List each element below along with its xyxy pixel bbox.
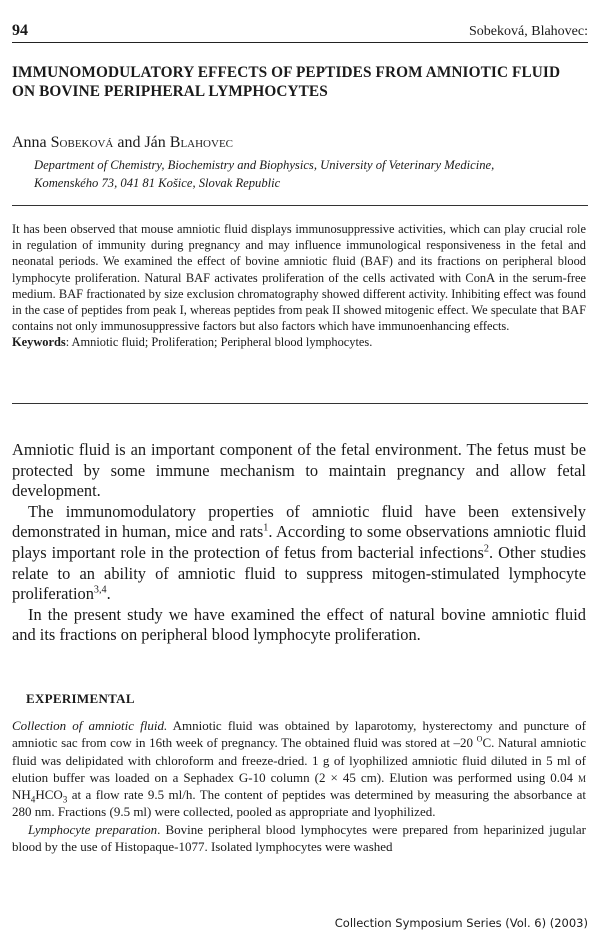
experimental-section [12, 717, 586, 855]
molar-unit: m [577, 769, 586, 785]
abstract [12, 221, 586, 351]
affiliation-line-2: Komenského 73, 041 81 Košice, Slovak Republic [34, 176, 281, 190]
abstract-text: It has been observed that mouse amniotic fluid displays immunosuppressive activities, which can play crucial role in regulation of immunity during pregnancy and may influence immunological responsiveness in the fetal and neonatal periods. We examined the effect of bovine amniotic fluid (BAF) and its fractions on peripheral blood lymphocyte proliferation. Natural BAF activates proliferation of the cells activated with ConA in the serum-free medium. BAF fractionated by size exclusion chromatography showed different activity. Inhibiting effect was found in the case of peptides from peak I, whereas peptides from peak II showed mitogenic effect. We speculate that BAF contains not only immunosuppressive factors but also factors which have immunoenhancing effects. [12, 222, 586, 334]
experimental-paragraph-1: Collection of amniotic fluid. Amniotic fluid was obtained by laparotomy, hysterectomy and puncture of amniotic sac from cow in 16th week of pregnancy. The obtained fluid was stored at –20 $^O$C. Natural amniotic fluid was delipidated with chloroform and freeze-dried. 1 g of lyophilized amniotic fluid diluted in 5 ml of elution buffer was loaded on a Sephadex G-10 column (2 × 45 cm). Elution was performed using 0.04 m $NH_4HCO_3$ at a flow rate 9.5 ml/h. The content of peptides was determined by measuring the absorbance at 280 nm. Fractions (9.5 ml) were collected, pooled as appropriate and lyophilized. [12, 718, 587, 820]
author-1-first-name: Anna [12, 134, 47, 151]
intro-paragraph-1: Amniotic fluid is an important component of the fetal environment. The fetus must be protected by some immune mechanism to maintain pregnancy and allow fetal development. [12, 440, 586, 501]
article-title: IMMUNOMODULATORY EFFECTS OF PEPTIDES FROM AMNIOTIC FLUID ON BOVINE PERIPHERAL LYMPHOCYTES [12, 64, 561, 100]
author-2-first-name: Ján [144, 134, 166, 151]
citation-3-4: 3,4 [93, 584, 107, 596]
abstract-top-rule [12, 205, 588, 206]
citation-2: 2 [483, 543, 489, 555]
author-line [12, 134, 233, 152]
run-in-heading-lymphocyte: Lymphocyte preparation [28, 821, 158, 837]
author-1-last-name: Sobeková [50, 134, 114, 151]
section-heading-experimental: EXPERIMENTAL [26, 691, 135, 706]
intro-paragraph-3: In the present study we have examined the effect of natural bovine amniotic fluid and its fractions on peripheral blood lymphocyte proliferation. [12, 604, 586, 645]
abstract-bottom-rule [12, 403, 588, 404]
page-number: 94 [12, 22, 28, 39]
author-separator: and [117, 134, 141, 151]
affiliation [34, 156, 586, 192]
keywords-list: : Amniotic fluid; Proliferation; Peripheral blood lymphocytes. [65, 335, 373, 350]
header-rule [12, 42, 588, 43]
experimental-paragraph-2: Lymphocyte preparation. Bovine peripheral blood lymphocytes were prepared from heparinized jugular blood by the use of Histopaque-1077. Isolated lymphocytes were washed [12, 821, 586, 855]
page-header [12, 16, 588, 40]
introduction [12, 440, 586, 646]
affiliation-line-1: Department of Chemistry, Biochemistry and Biophysics, University of Veterinary Medicine, [34, 158, 495, 172]
page-footer: Collection Symposium Series (Vol. 6) (2003) [334, 916, 588, 930]
running-head: Sobeková, Blahovec: [469, 24, 588, 39]
keywords-label: Keywords [12, 335, 66, 350]
degree-symbol: O [476, 734, 483, 744]
citation-1: 1 [263, 522, 269, 534]
author-2-last-name: Blahovec [169, 134, 234, 151]
intro-paragraph-2: The immunomodulatory properties of amniotic fluid have been extensively demonstrated in human, mice and rats$^1$. According to some observations amniotic fluid plays important role in the protection of fetus from bacterial infections$^2$. Other studies relate to an ability of amniotic fluid to suppress mitogen-stimulated lymphocyte proliferation$^{3,4}$. [12, 501, 586, 604]
run-in-heading-collection: Collection of amniotic fluid. [12, 718, 168, 733]
